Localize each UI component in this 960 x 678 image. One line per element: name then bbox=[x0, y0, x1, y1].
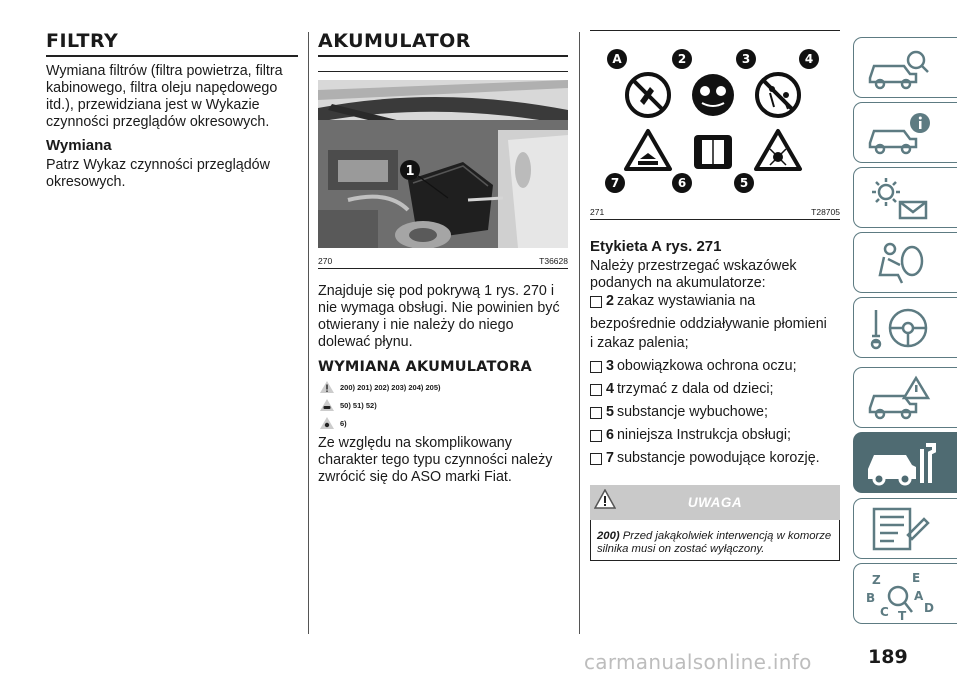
caution-refs-text: 50) 51) 52) bbox=[340, 400, 377, 410]
uwaga-text: Przed jakąkolwiek interwencją w komorze silnika musi on zostać wyłączony. bbox=[597, 530, 832, 555]
label-5: 5 bbox=[739, 176, 749, 190]
car-wrench-icon bbox=[864, 439, 944, 489]
column-akumulator bbox=[318, 30, 568, 492]
section-heading-akumulator: AKUMULATOR bbox=[318, 30, 568, 57]
svg-text:B: B bbox=[866, 591, 876, 605]
figure-271-caption bbox=[590, 204, 840, 220]
label-6: 6 bbox=[677, 176, 687, 190]
page-number: 189 bbox=[868, 646, 908, 668]
svg-text:Z: Z bbox=[872, 573, 881, 587]
checklist-icon bbox=[864, 505, 934, 553]
list-item: 5 substancje wybuchowe; bbox=[590, 404, 840, 421]
car-warning-icon bbox=[864, 374, 934, 422]
label-4: 4 bbox=[804, 52, 814, 66]
label-3: 3 bbox=[741, 52, 751, 66]
engine-bay-photo bbox=[318, 80, 568, 248]
filtry-paragraph: Wymiana filtrów (filtra powietrza, filtra kabinowego, filtra oleju napędowego itd.), przewidziana jest w Wykazie czynności przeglądów okresowych. bbox=[46, 63, 283, 130]
figure-top-rule-2 bbox=[590, 30, 840, 31]
index-search-icon bbox=[864, 570, 944, 620]
uwaga-header bbox=[590, 485, 840, 520]
symbol-list bbox=[590, 358, 840, 467]
section-heading-filtry: FILTRY bbox=[46, 30, 298, 57]
checkbox-glyph bbox=[590, 361, 602, 373]
etykieta-intro: Należy przestrzegać wskazówek podanych na akumulatorze: bbox=[590, 258, 797, 291]
list-continuation: bezpośrednie oddziaływanie płomieni bbox=[590, 316, 827, 332]
akumulator-paragraph: Znajduje się pod pokrywą 1 rys. 270 i nie wymaga obsługi. Nie powinien być otwierany i nie należy do niego dolewać płynu. bbox=[318, 283, 560, 350]
list-continuation-2: i zakaz palenia; bbox=[590, 335, 689, 351]
watermark: carmanualsonline.info bbox=[584, 650, 812, 674]
figure-271 bbox=[590, 35, 840, 220]
list-item: 2 zakaz wystawiania na bbox=[590, 293, 840, 310]
figure-270-caption bbox=[318, 253, 568, 269]
wymiana-paragraph: Patrz Wykaz czynności przeglądów okresowych. bbox=[46, 157, 270, 190]
subheading-wymiana-akumulatora: WYMIANA AKUMULATORA bbox=[318, 359, 532, 375]
uwaga-title: UWAGA bbox=[687, 495, 743, 510]
environment-refs-text: 6) bbox=[340, 418, 347, 428]
tab-maintenance[interactable] bbox=[853, 432, 957, 493]
airbag-person-icon bbox=[864, 239, 934, 287]
label-7: 7 bbox=[610, 176, 620, 190]
list-item: 6 niniejsza Instrukcja obsługi; bbox=[590, 427, 840, 444]
battery-label-symbols bbox=[590, 35, 840, 199]
checkbox-glyph bbox=[590, 453, 602, 465]
aso-paragraph: Ze względu na skomplikowany charakter tego typu czynności należy zwrócić się do ASO marki Fiat. bbox=[318, 435, 553, 485]
car-search-icon bbox=[864, 44, 934, 92]
tab-car-search[interactable] bbox=[853, 37, 957, 98]
car-caution-icon bbox=[320, 399, 334, 411]
car-info-icon bbox=[864, 109, 934, 157]
checkbox-glyph bbox=[590, 407, 602, 419]
light-envelope-icon bbox=[864, 174, 934, 222]
environment-references bbox=[320, 417, 568, 429]
tab-car-info[interactable] bbox=[853, 102, 957, 163]
uwaga-ref: 200) bbox=[597, 530, 620, 542]
tab-driving[interactable] bbox=[853, 297, 957, 358]
key-steering-icon bbox=[864, 304, 934, 352]
uwaga-box bbox=[590, 520, 840, 561]
column-divider bbox=[308, 32, 309, 634]
warning-refs-text: 200) 201) 202) 203) 204) 205) bbox=[340, 382, 441, 392]
figure-270 bbox=[318, 80, 568, 269]
warning-triangle-icon bbox=[320, 381, 334, 393]
tab-index[interactable] bbox=[853, 563, 957, 624]
tab-emergency[interactable] bbox=[853, 367, 957, 428]
column-filtry bbox=[46, 30, 298, 197]
list-item: 7 substancje powodujące korozję. bbox=[590, 450, 840, 467]
checkbox-glyph bbox=[590, 384, 602, 396]
svg-text:C: C bbox=[880, 605, 889, 619]
figure-top-rule bbox=[318, 71, 568, 72]
tab-technical-data[interactable] bbox=[853, 498, 957, 559]
column-divider-2 bbox=[579, 32, 580, 634]
svg-text:E: E bbox=[912, 571, 921, 585]
checkbox-glyph bbox=[590, 296, 602, 308]
checkbox-glyph bbox=[590, 430, 602, 442]
svg-text:T: T bbox=[898, 609, 907, 620]
tab-lights-messages[interactable] bbox=[853, 167, 957, 228]
warning-references bbox=[320, 381, 568, 393]
svg-text:D: D bbox=[924, 601, 934, 615]
column-etykieta bbox=[590, 30, 840, 561]
tab-safety[interactable] bbox=[853, 232, 957, 293]
figure-code-271: T28705 bbox=[811, 207, 840, 217]
list-item: 4 trzymać z dala od dzieci; bbox=[590, 381, 840, 398]
label-2: 2 bbox=[677, 52, 687, 66]
figure-code: T36628 bbox=[539, 256, 568, 266]
warning-triangle-icon bbox=[594, 489, 616, 509]
figure-number: 270 bbox=[318, 256, 333, 266]
caution-references bbox=[320, 399, 568, 411]
etykieta-heading: Etykieta A rys. 271 bbox=[590, 238, 722, 255]
battery-callout: 1 bbox=[405, 164, 415, 179]
svg-text:A: A bbox=[914, 589, 924, 603]
label-a: A bbox=[612, 52, 622, 66]
figure-number-271: 271 bbox=[590, 207, 605, 217]
list-item: 3 obowiązkowa ochrona oczu; bbox=[590, 358, 840, 375]
environment-icon bbox=[320, 417, 334, 429]
subheading-wymiana: Wymiana bbox=[46, 137, 112, 154]
